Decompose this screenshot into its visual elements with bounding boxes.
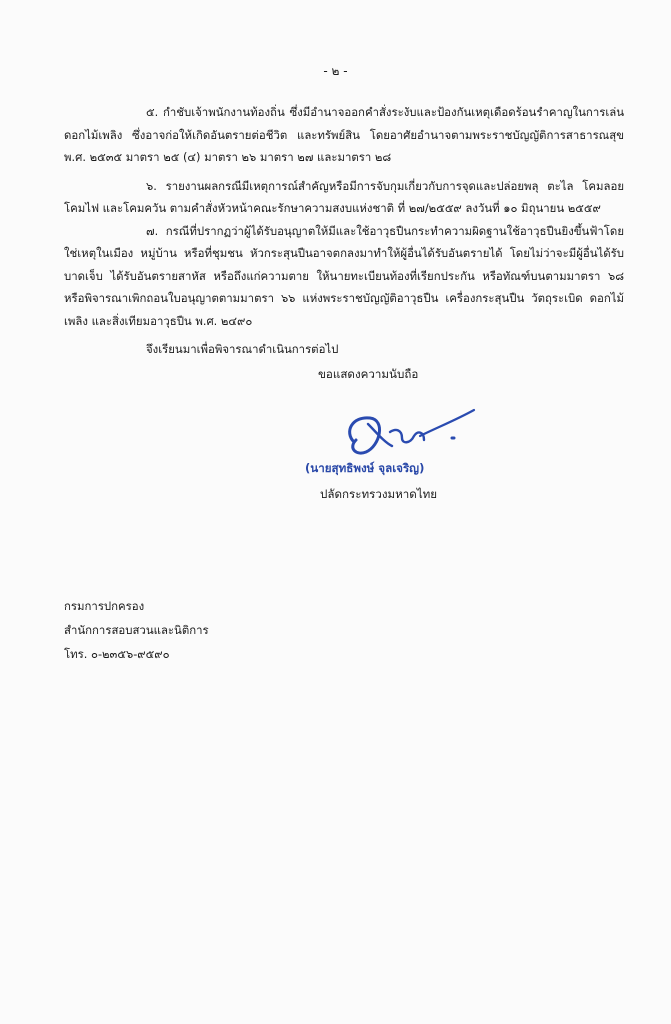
paragraph-5: ๕. กำชับเจ้าพนักงานท้องถิ่น ซึ่งมีอำนาจออกคำสั่งระงับและป้องกันเหตุเดือดร้อนรำคาญในการเล่นดอกไม้เพลิง ซึ่งอาจก่อให้เกิดอันตรายต่อชีวิต และทรัพย์สิน โดยอาศัยอำนาจตามพระราชบัญญัติการสาธารณสุข พ.ศ. ๒๕๓๕ มาตรา ๒๕ (๔) มาตรา ๒๖ มาตรา ๒๗ และมาตรา ๒๘ [64, 105, 624, 164]
page-number: - ๒ - [323, 64, 348, 78]
contact-phone: โทร. ๐-๒๓๕๖-๙๕๙๐ [64, 647, 170, 661]
signature-loop-stroke [350, 418, 380, 453]
request-line: จึงเรียนมาเพื่อพิจารณาดำเนินการต่อไป [146, 342, 339, 356]
letter-body [64, 101, 624, 361]
signature-tail-stroke [420, 410, 474, 436]
contact-office: สำนักการสอบสวนและนิติการ [64, 623, 209, 637]
paragraph-6: ๖. รายงานผลกรณีมีเหตุการณ์สำคัญหรือมีการจับกุมเกี่ยวกับการจุดและปล่อยพลุ ตะไล โคมลอย โคมไฟ และโคมควัน ตามคำสั่งหัวหน้าคณะรักษาความสงบแห่งชาติ ที่ ๒๗/๒๕๕๙ ลงวันที่ ๑๐ มิถุนายน ๒๕๕๙ [64, 178, 624, 215]
handwritten-signature [340, 402, 480, 464]
signature-body-stroke [390, 430, 424, 442]
paragraph-7: ๗. กรณีที่ปรากฏว่าผู้ได้รับอนุญาตให้มีและใช้อาวุธปืนกระทำความผิดฐานใช้อาวุธปืนยิงขึ้นฟ้าโดยใช่เหตุในเมือง หมู่บ้าน หรือที่ชุมชน หัวกระสุนปืนอาจตกลงมาทำให้ผู้อื่นได้รับอันตรายได้ โดยไม่ว่าจะมีผู้อื่นได้รับบาดเจ็บ ได้รับอันตรายสาหัส หรือถึงแก่ความตาย ให้นายทะเบียนท้องที่เรียกประกัน หรือทัณฑ์บนตามมาตรา ๖๘ หรือพิจารณาเพิกถอนใบอนุญาตตามมาตรา ๖๖ แห่งพระราชบัญญัติอาวุธปืน เครื่องกระสุนปืน วัตถุระเบิด ดอกไม้เพลิง และสิ่งเทียมอาวุธปืน พ.ศ. ๒๔๙๐ [64, 223, 624, 328]
closing-salutation: ขอแสดงความนับถือ [318, 367, 419, 381]
signer-name: (นายสุทธิพงษ์ จุลเจริญ) [305, 461, 425, 475]
contact-department: กรมการปกครอง [64, 599, 145, 613]
signer-title: ปลัดกระทรวงมหาดไทย [320, 487, 438, 501]
contact-block [64, 594, 209, 666]
